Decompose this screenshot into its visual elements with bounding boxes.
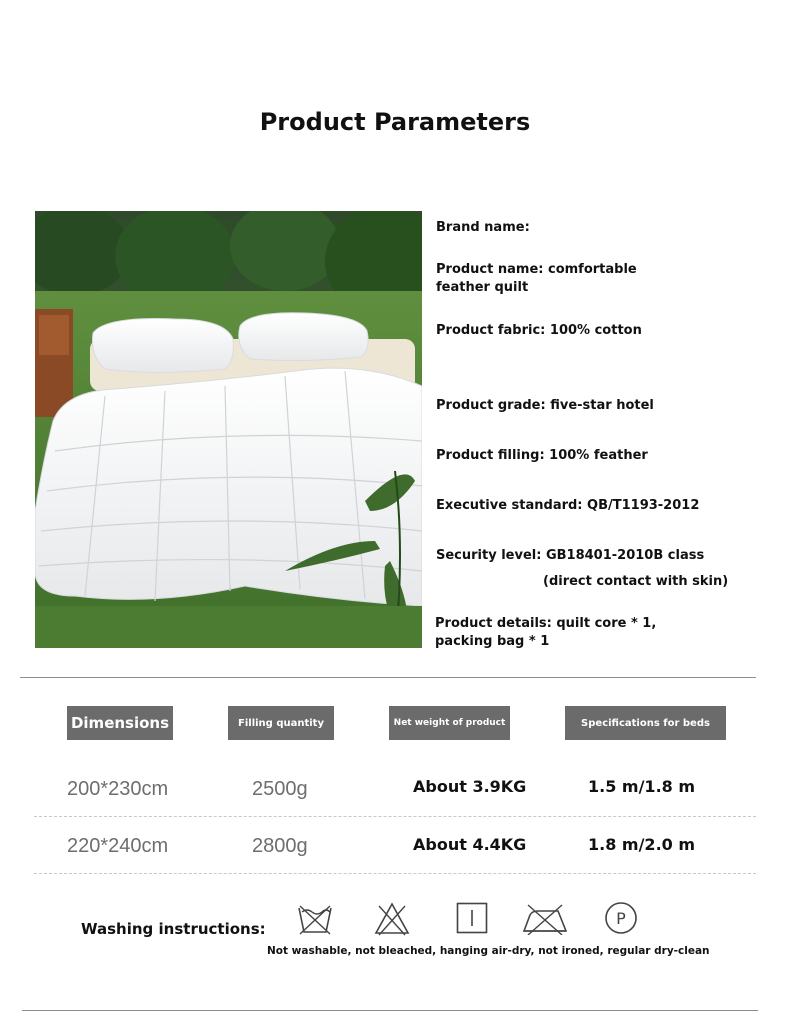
- row-divider: [34, 873, 756, 874]
- spec-fabric: Product fabric: 100% cotton: [436, 323, 642, 338]
- header-bed-specs: Specifications for beds: [565, 706, 726, 740]
- spec-brand: Brand name:: [436, 220, 530, 235]
- spec-details: [435, 615, 656, 651]
- spec-filling: Product filling: 100% feather: [436, 448, 648, 463]
- no-iron-icon: [520, 903, 570, 935]
- page-title: Product Parameters: [259, 108, 531, 136]
- table-cell: 2500g: [252, 778, 308, 800]
- spec-details-line1: Product details: quilt core * 1,: [435, 616, 657, 631]
- spec-standard: Executive standard: QB/T1193-2012: [436, 498, 700, 513]
- hang-dry-icon: [456, 902, 488, 934]
- table-cell: 2800g: [252, 835, 308, 857]
- dry-clean-p-icon: [604, 901, 638, 935]
- product-photo: [35, 211, 422, 648]
- table-cell: About 4.4KG: [413, 835, 527, 854]
- spec-security: Security level: GB18401-2010B class: [436, 548, 705, 563]
- header-dimensions: Dimensions: [67, 706, 173, 740]
- spec-name-line2: feather quilt: [436, 280, 529, 295]
- spec-name: [436, 261, 637, 297]
- spec-security-note: (direct contact with skin): [543, 574, 729, 589]
- table-cell: About 3.9KG: [413, 777, 527, 796]
- no-wash-icon: [296, 902, 334, 936]
- section-divider: [20, 677, 756, 678]
- table-cell: 200*230cm: [67, 778, 169, 800]
- spec-details-line2: packing bag * 1: [435, 634, 550, 649]
- no-bleach-icon: [374, 901, 410, 937]
- header-filling-quantity: Filling quantity: [228, 706, 334, 740]
- table-cell: 1.5 m/1.8 m: [588, 777, 696, 796]
- spec-grade: Product grade: five-star hotel: [436, 398, 654, 413]
- table-cell: 1.8 m/2.0 m: [588, 835, 696, 854]
- table-cell: 220*240cm: [67, 835, 169, 857]
- washing-label: Washing instructions:: [81, 920, 266, 938]
- spec-name-line1: Product name: comfortable: [436, 262, 637, 277]
- header-net-weight: Net weight of product: [389, 706, 510, 740]
- bottom-divider: [22, 1010, 758, 1011]
- row-divider: [34, 816, 756, 817]
- dry-clean-letter: P: [616, 909, 626, 928]
- washing-caption: Not washable, not bleached, hanging air-dry, not ironed, regular dry-clean: [267, 945, 710, 957]
